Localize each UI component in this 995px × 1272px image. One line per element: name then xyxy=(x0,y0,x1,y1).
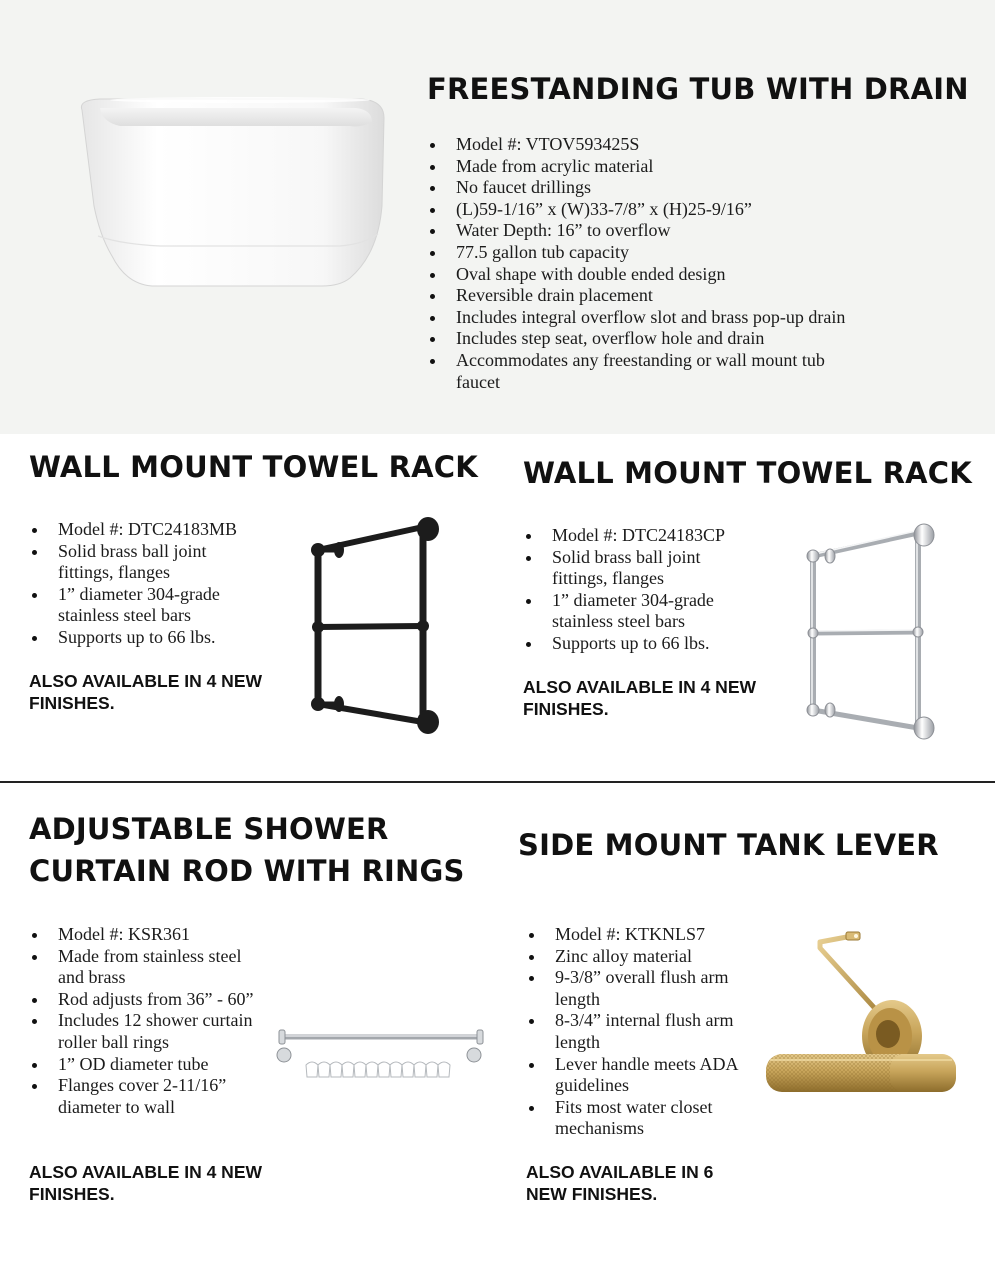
list-item: Made from acrylic material xyxy=(427,156,867,178)
towel-rack-black-availability: ALSO AVAILABLE IN 4 NEW FINISHES. xyxy=(29,671,263,713)
list-item: Oval shape with double ended design xyxy=(427,264,867,286)
list-item: Water Depth: 16” to overflow xyxy=(427,220,867,242)
section-divider xyxy=(0,781,995,783)
tank-lever-availability-line-1: ALSO AVAILABLE IN 6 xyxy=(526,1162,714,1182)
tank-lever-availability-line-2: NEW FINISHES. xyxy=(526,1184,658,1204)
list-item: 77.5 gallon tub capacity xyxy=(427,242,867,264)
curtain-rod-image xyxy=(274,1025,488,1085)
tank-lever-title: SIDE MOUNT TANK LEVER xyxy=(518,828,939,862)
towel-rack-chrome-image xyxy=(800,518,950,748)
list-item: Fits most water closet mechanisms xyxy=(526,1097,741,1140)
list-item: Solid brass ball joint fittings, flanges xyxy=(523,547,759,590)
list-item: Includes 12 shower curtain roller ball rings xyxy=(29,1010,269,1053)
list-item: Flanges cover 2-11/16” diameter to wall xyxy=(29,1075,269,1118)
towel-rack-chrome-spec-list xyxy=(523,525,759,655)
list-item: 8-3/4” internal flush arm length xyxy=(526,1010,741,1053)
list-item: Made from stainless steel and brass xyxy=(29,946,269,989)
list-item: Includes integral overflow slot and brass pop-up drain xyxy=(427,307,867,329)
tub-spec-list xyxy=(427,134,867,393)
curtain-rod-availability: ALSO AVAILABLE IN 4 NEW FINISHES. xyxy=(29,1162,263,1204)
towel-rack-chrome-title: WALL MOUNT TOWEL RACK xyxy=(523,456,972,490)
list-item: Model #: KTKNLS7 xyxy=(526,924,741,946)
list-item: Solid brass ball joint fittings, flanges xyxy=(29,541,265,584)
list-item: 1” OD diameter tube xyxy=(29,1054,269,1076)
list-item: Model #: DTC24183CP xyxy=(523,525,759,547)
list-item: 1” diameter 304-grade stainless steel bars xyxy=(29,584,265,627)
list-item: (L)59-1/16” x (W)33-7/8” x (H)25-9/16” xyxy=(427,199,867,221)
curtain-rod-title-line-2: CURTAIN ROD WITH RINGS xyxy=(29,854,465,888)
tub-title: FREESTANDING TUB WITH DRAIN xyxy=(427,72,969,106)
list-item: Zinc alloy material xyxy=(526,946,741,968)
list-item: Lever handle meets ADA guidelines xyxy=(526,1054,741,1097)
list-item: 1” diameter 304-grade stainless steel bars xyxy=(523,590,759,633)
list-item: No faucet drillings xyxy=(427,177,867,199)
towel-rack-chrome-availability: ALSO AVAILABLE IN 4 NEW FINISHES. xyxy=(523,677,757,719)
curtain-rod-title-line-1: ADJUSTABLE SHOWER xyxy=(29,812,389,846)
list-item: 9-3/8” overall flush arm length xyxy=(526,967,741,1010)
list-item: Model #: KSR361 xyxy=(29,924,269,946)
tank-lever-image xyxy=(760,926,965,1098)
towel-rack-black-title: WALL MOUNT TOWEL RACK xyxy=(29,450,478,484)
curtain-rod-spec-list xyxy=(29,924,269,1118)
list-item: Accommodates any freestanding or wall mount tub faucet xyxy=(427,350,867,393)
tank-lever-spec-list xyxy=(526,924,741,1140)
list-item: Supports up to 66 lbs. xyxy=(523,633,759,655)
list-item: Supports up to 66 lbs. xyxy=(29,627,265,649)
towel-rack-black-spec-list xyxy=(29,519,265,649)
list-item: Model #: VTOV593425S xyxy=(427,134,867,156)
list-item: Reversible drain placement xyxy=(427,285,867,307)
list-item: Includes step seat, overflow hole and drain xyxy=(427,328,867,350)
list-item: Rod adjusts from 36” - 60” xyxy=(29,989,269,1011)
towel-rack-black-image xyxy=(305,512,455,742)
freestanding-tub-image xyxy=(60,86,400,296)
list-item: Model #: DTC24183MB xyxy=(29,519,265,541)
